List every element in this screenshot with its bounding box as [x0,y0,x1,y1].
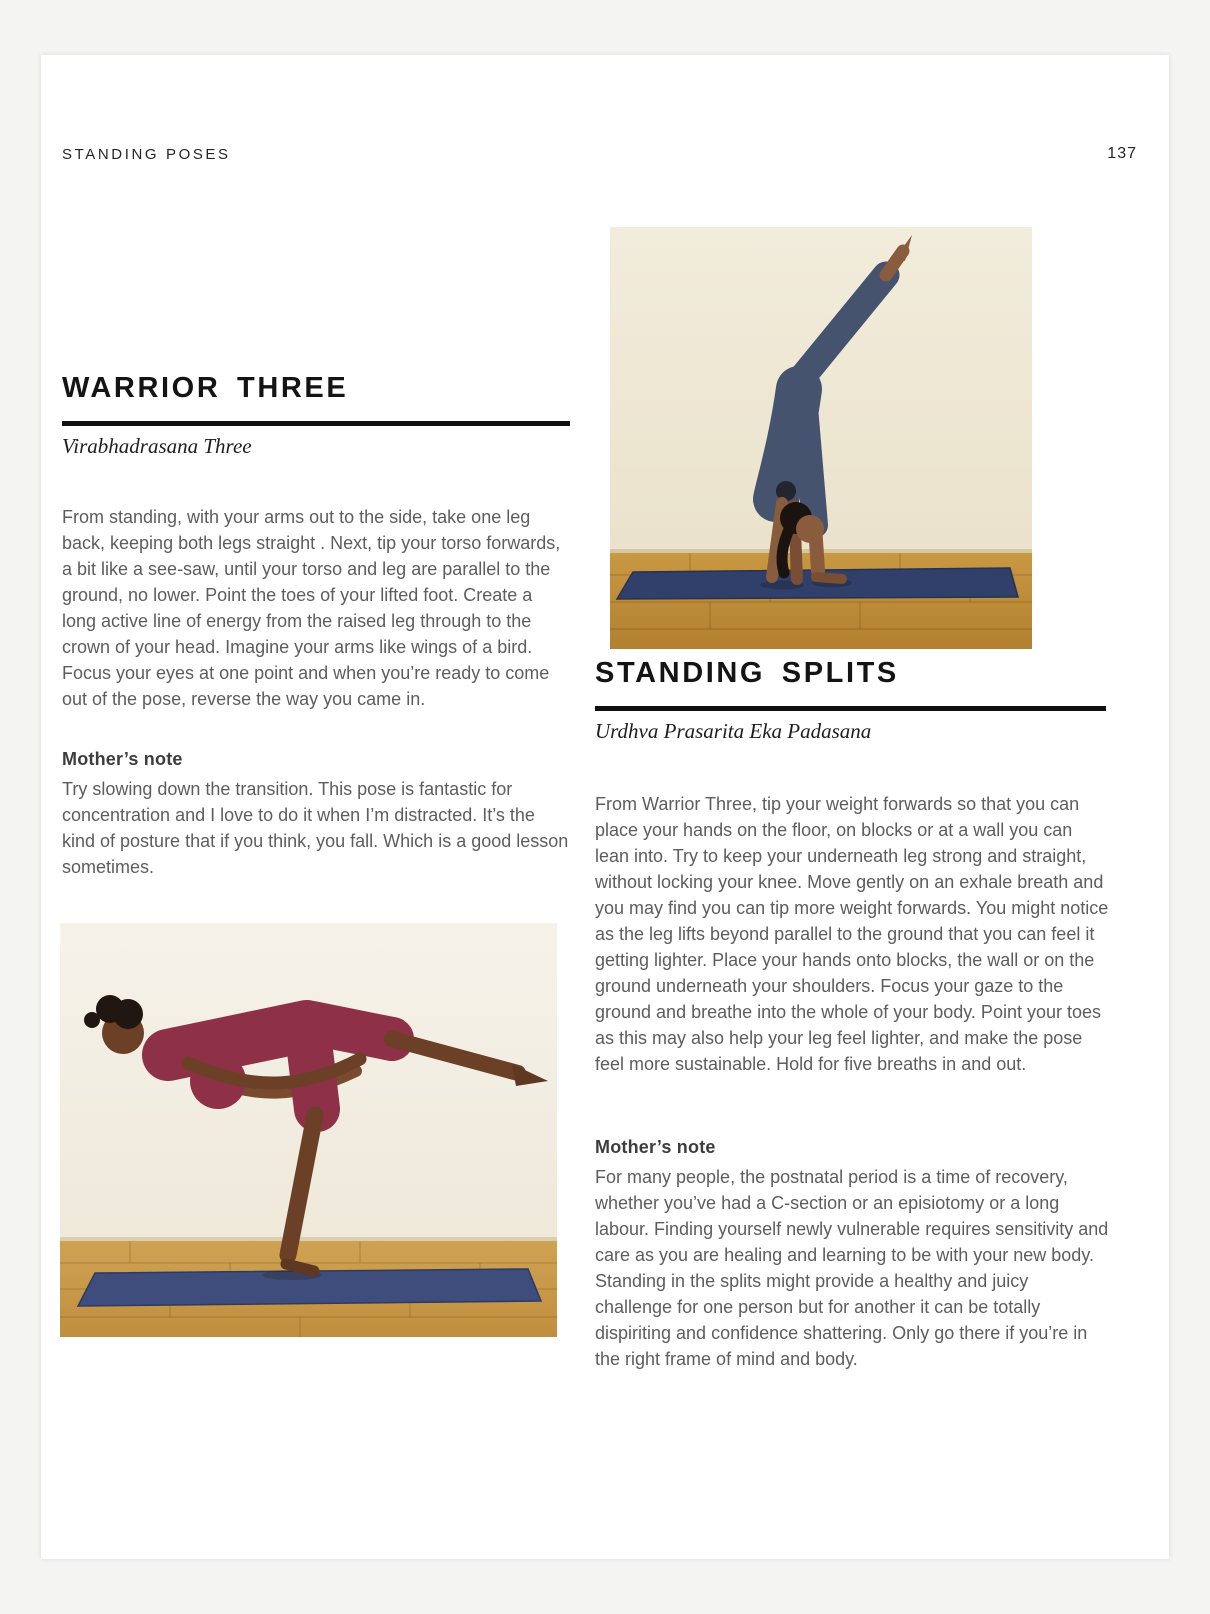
pose-title-standing-splits: STANDING SPLITS [595,657,899,689]
title-rule-right [595,706,1106,711]
book-page [41,55,1169,1559]
standing-thigh-shorts [307,1026,317,1109]
hair-bun [96,995,124,1023]
mothers-note-heading-right: Mother’s note [595,1137,716,1157]
standing-splits-photo [610,227,1032,649]
sanskrit-name-warrior-three: Virabhadrasana Three [62,434,252,458]
standing-foot [286,1264,314,1271]
pose-title-warrior-three: WARRIOR THREE [62,372,349,404]
mothers-note-heading-left: Mother’s note [62,749,183,769]
warrior-three-illustration [60,923,557,1337]
mothers-note-text-right: For many people, the postnatal period is a time of recovery, whether you’ve had a C-section or an episiotomy or a long labour. Finding yourself newly vulnerable requires sensitivity and care as you are healing and learning to be with your new body. Standing in the splits might provide a healthy and juicy challenge for one person but for another it can be totally dispiriting and confidence shattering. Only go there if you’re in the right frame of mind and body. [595,1167,1109,1369]
page-number: 137 [1107,145,1137,162]
pose-description-standing-splits: From Warrior Three, tip your weight forwards so that you can place your hands on the floor, on blocks or at a wall you can lean into. Try to keep your underneath leg strong and straight, without locking your knee. Move gently on an exhale breath and you may find you can tip more weight forwards. You might notice as the leg lifts beyond parallel to the ground that you can feel it getting lighter. Place your hands onto blocks, the wall or on the ground underneath your shoulders. Focus your gaze to the ground and breathe into the whole of your body. Point your toes as this may also help your leg feel lighter, and make the pose feel more sustainable. Hold for five breaths in and out. [595,794,1109,1074]
mothers-note-text-left: Try slowing down the transition. This pose is fantastic for concentration and I love to do it when I’m distracted. It’s the kind of posture that if you think, you fall. Which is a good lesson sometimes. [62,779,569,877]
hair-twist [84,1012,100,1028]
standing-foot [816,577,842,579]
standing-splits-illustration [610,227,1032,649]
running-header: STANDING POSES [62,146,231,163]
title-rule-left [62,421,570,426]
sanskrit-name-standing-splits: Urdhva Prasarita Eka Padasana [595,719,872,743]
warrior-three-photo [60,923,557,1337]
head [796,515,824,543]
pose-description-warrior-three: From standing, with your arms out to the side, take one leg back, keeping both legs straight . Next, tip your torso forwards, a bit like a see-saw, until your torso and leg are parallel to the ground, no lower. Point the toes of your lifted foot. Create a long active line of energy from the raised leg through to the crown of your head. Imagine your arms like wings of a bird. Focus your eyes at one point and when you’re ready to come out of the pose, reverse the way you came in. [62,507,561,709]
